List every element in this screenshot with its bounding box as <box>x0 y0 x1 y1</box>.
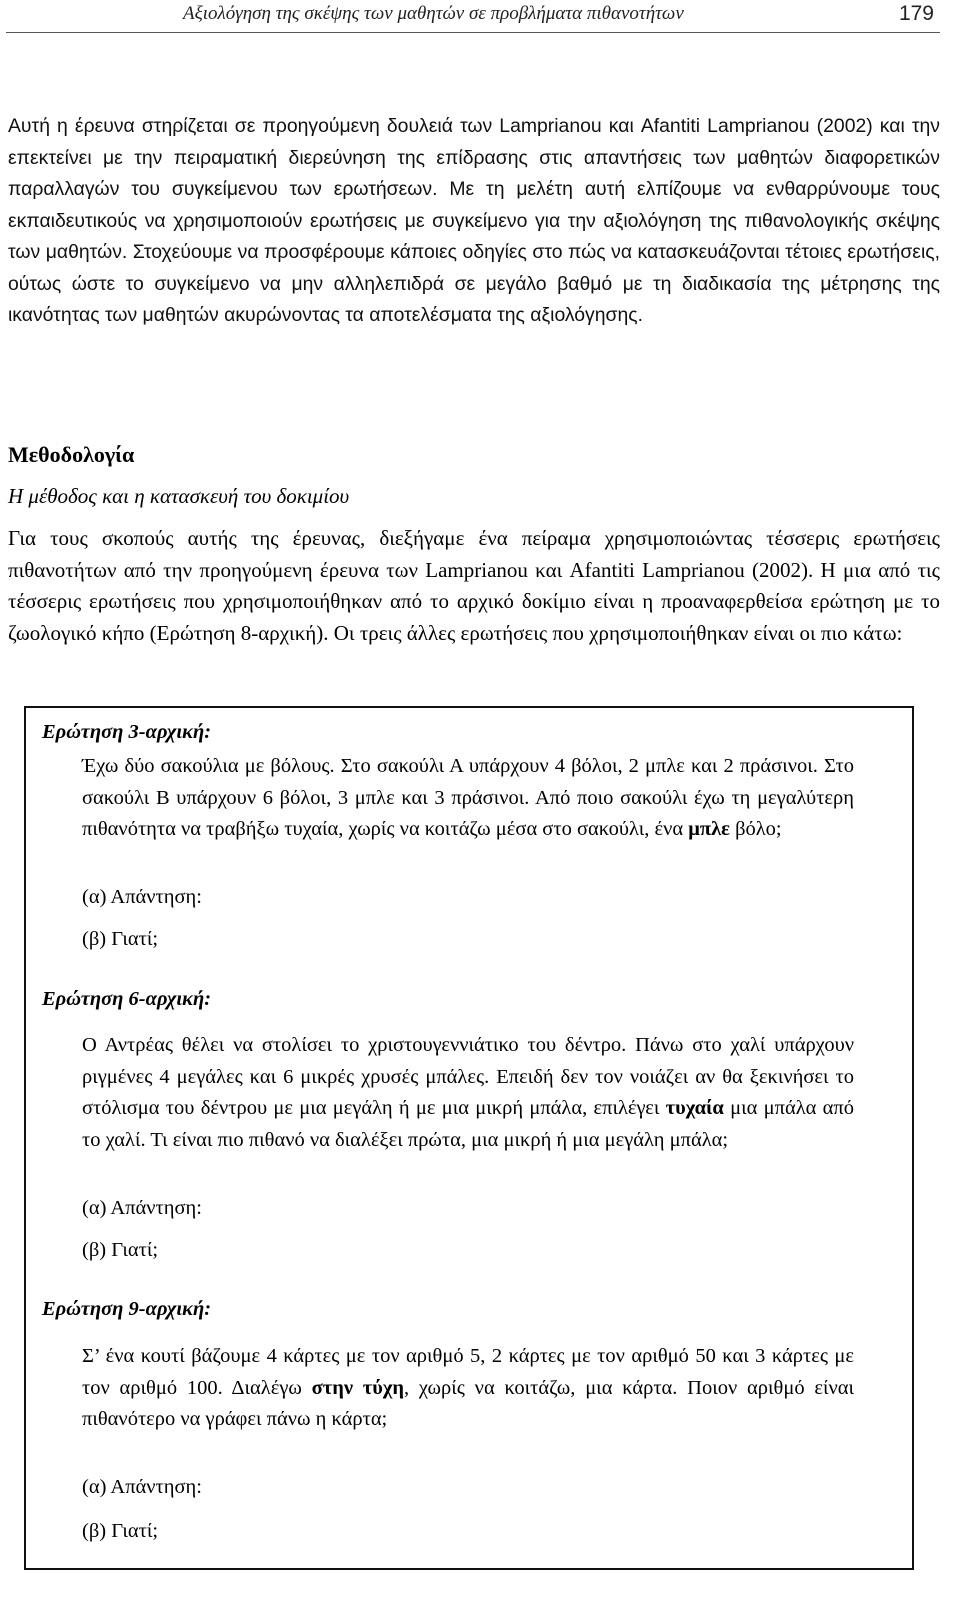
question-9-label: Ερώτηση 9-αρχική: <box>42 1298 212 1320</box>
question-6-answer: (α) Απάντηση: <box>82 1197 202 1219</box>
question-9-emphasis: στην τύχη <box>311 1376 405 1399</box>
subsection-title: Η μέθοδος και η κατασκευή του δοκιμίου <box>8 484 350 508</box>
question-6-label: Ερώτηση 6-αρχική: <box>42 988 212 1010</box>
question-9-why: (β) Γιατί; <box>82 1520 159 1542</box>
methodology-paragraph: Για τους σκοπούς αυτής της έρευνας, διεξήγαμε ένα πείραμα χρησιμοποιώντας τέσσερις ερωτήσεις πιθανοτήτων από την προηγούμενη έρευνα των Lamprianou και Afantiti Lamprianou (2002). Η μια από τις τέσσερις ερωτήσεις που χρησιμοποιήθηκαν από το αρχικό δοκίμιο είναι η προαναφερθείσα ερώτηση με το ζωολογικό κήπο (Ερώτηση 8-αρχική). Οι τρεις άλλες ερωτήσεις που χρησιμοποιήθηκαν είναι οι πιο κάτω: <box>8 526 940 645</box>
page-number: 179 <box>898 2 934 25</box>
question-3-text: Έχω δύο σακούλια με βόλους. Στο σακούλι Α υπάρχουν 4 βόλοι, 2 μπλε και 2 πράσινοι. Στο σακούλι Β υπάρχουν 6 βόλοι, 3 μπλε και 3 πράσινοι. Από ποιο σακούλι έχω τη μεγαλύτερη πιθανότητα να τραβήξω τυχαία, χωρίς να κοιτάζω μέσα στο σακούλι, ένα μπλε βόλο; <box>82 755 854 840</box>
questions-box <box>24 706 914 1570</box>
section-title: Μεθοδολογία <box>8 442 135 467</box>
question-3-why: (β) Γιατί; <box>82 928 159 950</box>
question-9-answer: (α) Απάντηση: <box>82 1476 202 1498</box>
intro-paragraph: Αυτή η έρευνα στηρίζεται σε προηγούμενη δουλειά των Lamprianou και Afantiti Lamprianou (2002) και την επεκτείνει με την πειραματική διερεύνηση της επίδρασης στις απαντήσεις των μαθητών διαφορετικών παραλλαγών του συγκείμενου των ερωτήσεων. Με τη μελέτη αυτή ελπίζουμε να ενθαρρύνουμε τους εκπαιδευτικούς να χρησιμοποιούν ερωτήσεις με συγκείμενο για την αξιολόγηση της πιθανολογικής σκέψης των μαθητών. Στοχεύουμε να προσφέρουμε κάποιες οδηγίες στο πώς να κατασκευάζονται τέτοιες ερωτήσεις, ούτως ώστε το συγκείμενο να μην αλληλεπιδρά σε μεγάλο βαθμό με τη διαδικασία της μέτρησης της ικανότητας των μαθητών ακυρώνοντας τα αποτελέσματα της αξιολόγησης. <box>8 115 940 326</box>
running-title: Αξιολόγηση της σκέψης των μαθητών σε προβλήματα πιθανοτήτων <box>183 3 684 24</box>
question-3-answer: (α) Απάντηση: <box>82 886 202 908</box>
question-6-why: (β) Γιατί; <box>82 1239 159 1261</box>
question-6-emphasis: τυχαία <box>665 1097 724 1119</box>
page-header <box>0 0 960 36</box>
header-rule <box>6 32 940 33</box>
question-3-emphasis: μπλε <box>688 818 730 840</box>
question-9-text: Σ’ ένα κουτί βάζουμε 4 κάρτες με τον αριθμό 5, 2 κάρτες με τον αριθμό 50 και 3 κάρτες με τον αριθμό 100. Διαλέγω στην τύχη, χωρίς να κοιτάζω, μια κάρτα. Ποιον αριθμό είναι πιθανότερο να γράφει πάνω η κάρτα; <box>82 1345 854 1430</box>
question-3-label: Ερώτηση 3-αρχική: <box>42 721 212 743</box>
question-6-text: Ο Αντρέας θέλει να στολίσει το χριστουγεννιάτικο του δέντρο. Πάνω στο χαλί υπάρχουν ριγμένες 4 μεγάλες και 6 μικρές χρυσές μπάλες. Επειδή δεν τον νοιάζει αν θα ξεκινήσει το στόλισμα του δέντρου με μια μεγάλη ή με μια μικρή μπάλα, επιλέγει τυχαία μια μπάλα από το χαλί. Τι είναι πιο πιθανό να διαλέξει πρώτα, μια μικρή ή μια μεγάλη μπάλα; <box>82 1034 854 1151</box>
